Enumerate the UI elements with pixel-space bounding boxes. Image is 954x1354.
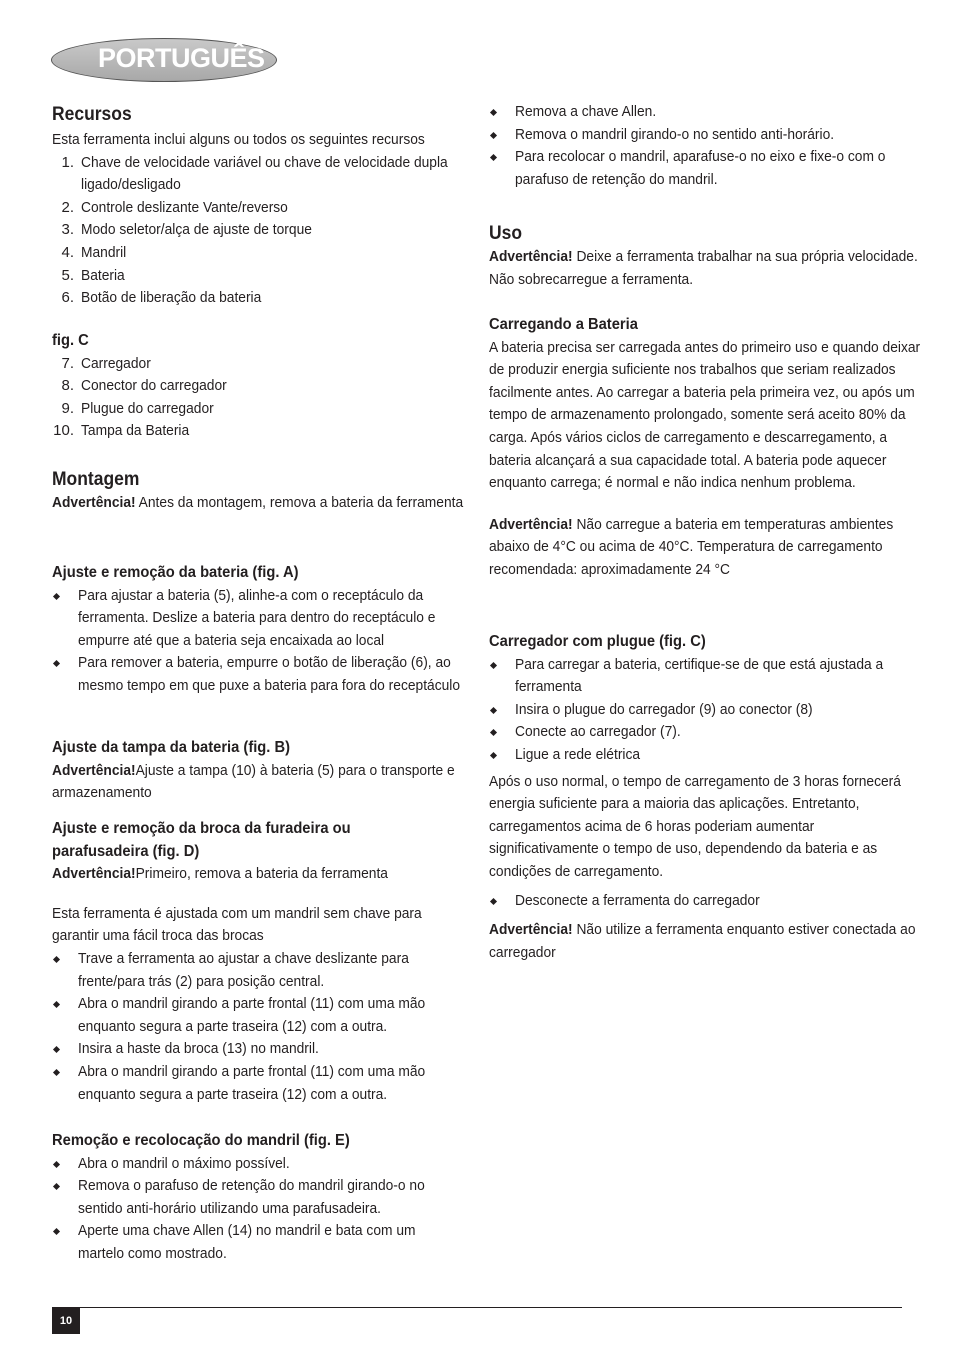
warning-text: Primeiro, remova a bateria da ferramenta [135, 865, 388, 883]
list-item: 9. Plugue do carregador [61, 399, 214, 417]
list-item: 7. Carregador [61, 354, 151, 372]
list-item: Insira o plugue do carregador (9) ao conector (8) [489, 699, 929, 722]
list-item: 5. Bateria [61, 266, 125, 284]
warning-paragraph [52, 492, 464, 515]
warning-paragraph [52, 863, 464, 886]
list-item: 1. Chave de velocidade variável ou chave de velocidade dupla ligado/desligado [61, 153, 448, 194]
footer-divider [52, 1307, 902, 1308]
warning-text: Não carregue a bateria em temperaturas ambientes abaixo de 4°C ou acima de 40°C. Temperatura de carregamento recomendada: aproximadamente 24 °C [489, 515, 894, 578]
warning-text: Não utilize a ferramenta enquanto estiver conectada ao carregador [489, 921, 916, 961]
list-item: Aperte uma chave Allen (14) no mandril e bata com um martelo como mostrado. [52, 1220, 467, 1265]
features-list [52, 152, 467, 310]
list-item: Para recolocar o mandril, aparafuse-o no eixo e fixe-o com o parafuso de retenção do mandril. [489, 146, 929, 191]
bullet-list [52, 585, 467, 698]
list-item: Insira a haste da broca (13) no mandril. [52, 1038, 467, 1061]
list-item: 4. Mandril [61, 243, 127, 261]
list-item: Desconecte a ferramenta do carregador [489, 890, 929, 913]
section-title: Remoção e recolocação do mandril (fig. E) [52, 1132, 350, 1149]
list-item: 3. Modo seletor/alça de ajuste de torque [61, 221, 312, 239]
section-montagem [52, 468, 467, 515]
warning-text: Antes da montagem, remova a bateria da ferramenta [135, 494, 464, 511]
figc-list [52, 353, 467, 443]
section-recursos [52, 103, 467, 310]
page-number: 10 [52, 1308, 80, 1334]
language-badge [51, 38, 277, 82]
section-intro: Esta ferramenta inclui alguns ou todos os seguintes recursos [52, 131, 425, 148]
language-label: PORTUGUÊS [98, 43, 265, 73]
bullet-list [489, 654, 929, 767]
list-item: Trave a ferramenta ao ajustar a chave deslizante para frente/para trás (2) para posição central. [52, 948, 467, 993]
list-item: 2. Controle deslizante Vante/reverso [61, 198, 288, 216]
section-mandril-continued [489, 101, 929, 191]
warning-paragraph [489, 514, 926, 582]
bullet-list [52, 1153, 467, 1266]
warning-label: Advertência! [489, 248, 573, 265]
list-item: Abra o mandril girando a parte frontal (11) com uma mão enquanto segura a parte traseira (12) com a outra. [52, 1061, 467, 1106]
section-tampa [52, 737, 467, 805]
warning-label: Advertência! [52, 761, 136, 779]
warning-label: Advertência! [52, 865, 136, 883]
section-title: Carregador com plugue (fig. C) [489, 633, 706, 650]
section-title: Montagem [52, 469, 140, 490]
warning-label: Advertência! [52, 494, 136, 511]
list-item: Para carregar a bateria, certifique-se de que está ajustada a ferramenta [489, 654, 929, 699]
bullet-list [489, 890, 929, 913]
section-carregando [489, 314, 929, 582]
warning-text: Ajuste a tampa (10) à bateria (5) para o transporte e armazenamento [52, 761, 455, 802]
warning-paragraph [489, 246, 926, 291]
section-title: Ajuste e remoção da broca da furadeira ou parafusadeira (fig. D) [52, 820, 351, 860]
warning-text: Deixe a ferramenta trabalhar na sua própria velocidade. Não sobrecarregue a ferramenta. [489, 248, 918, 288]
section-title: Ajuste da tampa da bateria (fig. B) [52, 739, 291, 756]
list-item: Conecte ao carregador (7). [489, 721, 929, 744]
section-body: Após o uso normal, o tempo de carregamento de 3 horas fornecerá energia suficiente para a maioria das aplicações. Entretanto, carregamentos acima de 6 horas poderiam aumentar significativamente o tempo de uso, dependendo da bateria e as condições de carregamento. [489, 772, 901, 880]
warning-label: Advertência! [489, 921, 573, 939]
warning-label: Advertência! [489, 515, 573, 533]
section-mandril [52, 1130, 467, 1266]
section-uso [489, 222, 929, 291]
section-intro: Esta ferramenta é ajustada com um mandril sem chave para garantir uma fácil troca das brocas [52, 904, 422, 945]
section-title: fig. C [52, 332, 89, 349]
list-item: Remova o parafuso de retenção do mandril girando-o no sentido anti-horário utilizando uma parafusadeira. [52, 1175, 467, 1220]
section-fig-c [52, 330, 467, 443]
list-item: 8. Conector do carregador [61, 377, 227, 395]
section-ajuste-bateria [52, 562, 467, 698]
section-title: Carregando a Bateria [489, 316, 638, 333]
list-item: Abra o mandril girando a parte frontal (11) com uma mão enquanto segura a parte traseira (12) com a outra. [52, 993, 467, 1038]
bullet-list [489, 101, 929, 191]
list-item: Abra o mandril o máximo possível. [52, 1153, 467, 1176]
section-title: Recursos [52, 104, 132, 125]
section-body: A bateria precisa ser carregada antes do primeiro uso e quando deixar de produzir energia suficiente nos trabalhos que seriam realizados facilmente antes. Ao carregar a bateria pela primeira vez, ou após um tempo de armazenamento prolongado, somente será aceito 80% da carga. Após vários ciclos de carregamento e descarregamento, a bateria alcançará a sua capacidade total. A bateria pode aquecer enquanto carrega; é normal e não indica nenhum problema. [489, 338, 921, 492]
list-item: Para remover a bateria, empurre o botão de liberação (6), ao mesmo tempo em que puxe a bateria para fora do receptáculo [52, 652, 467, 697]
list-item: Remova a chave Allen. [489, 101, 929, 124]
bullet-list [52, 948, 467, 1106]
section-carregador [489, 631, 929, 964]
section-title: Ajuste e remoção da bateria (fig. A) [52, 564, 299, 581]
list-item: Para ajustar a bateria (5), alinhe-a com o receptáculo da ferramenta. Deslize a bateria para dentro do receptáculo e empurre até que a bateria seja encaixada ao local [52, 585, 467, 653]
list-item: Remova o mandril girando-o no sentido anti-horário. [489, 124, 929, 147]
warning-paragraph [52, 760, 464, 805]
list-item: Ligue a rede elétrica [489, 744, 929, 767]
list-item: 10. Tampa da Bateria [53, 422, 190, 440]
warning-paragraph [489, 919, 926, 964]
section-title: Uso [489, 223, 523, 244]
list-item: 6. Botão de liberação da bateria [61, 289, 262, 307]
section-broca [52, 818, 467, 1106]
